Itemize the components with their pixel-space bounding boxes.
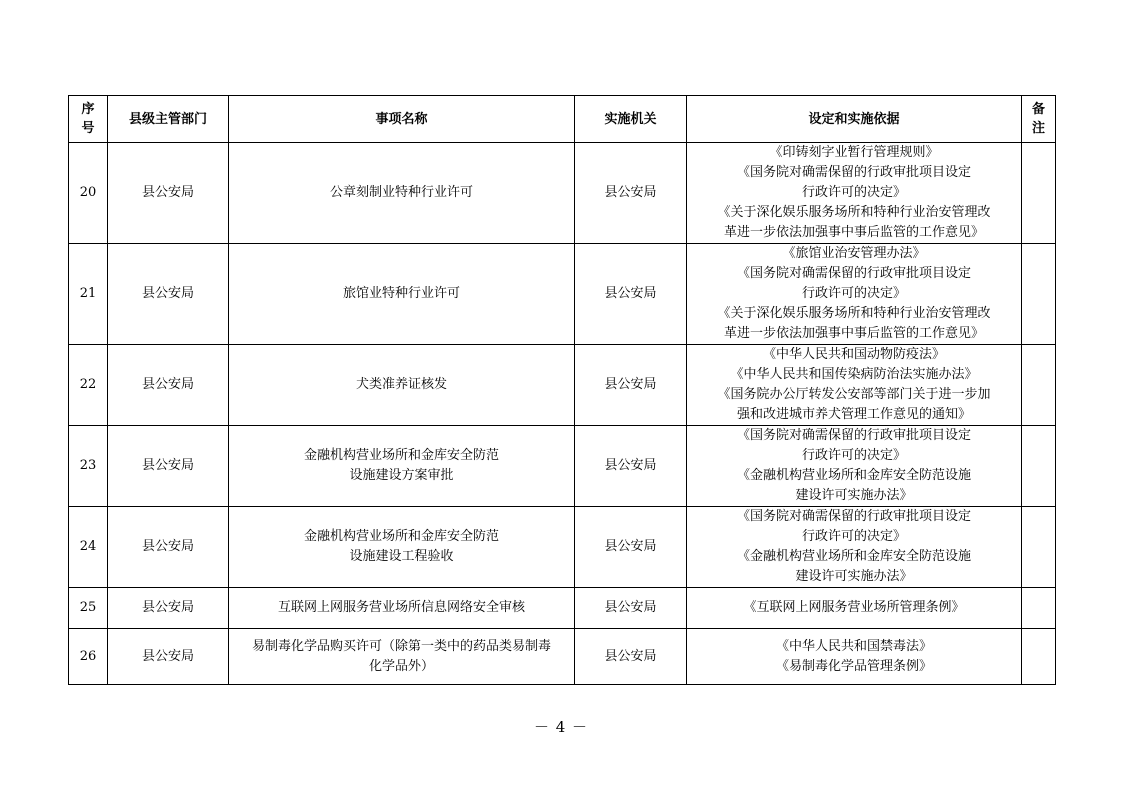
item-name-line: 易制毒化学品购买许可（除第一类中的药品类易制毒 bbox=[251, 638, 551, 654]
row-item-name bbox=[229, 143, 575, 244]
basis-line: 革进一步依法加强事中事后监管的工作意见》 bbox=[723, 326, 984, 341]
item-name-line: 公章刻制业特种行业许可 bbox=[329, 185, 473, 200]
row-agency: 县公安局 bbox=[575, 588, 687, 629]
header-seq: 序号 bbox=[69, 96, 108, 143]
header-item: 事项名称 bbox=[229, 96, 575, 143]
item-name-line: 金融机构营业场所和金库安全防范 bbox=[303, 529, 499, 544]
basis-line: 行政许可的决定》 bbox=[801, 448, 906, 463]
row-dept: 县公安局 bbox=[108, 244, 229, 345]
row-dept: 县公安局 bbox=[108, 345, 229, 426]
row-note bbox=[1022, 629, 1056, 685]
basis-line: 《国务院对确需保留的行政审批项目设定 bbox=[736, 165, 971, 180]
header-agency: 实施机关 bbox=[575, 96, 687, 143]
row-item-name bbox=[229, 588, 575, 629]
row-basis bbox=[687, 588, 1022, 629]
item-name-line: 旅馆业特种行业许可 bbox=[342, 286, 460, 301]
row-item-name bbox=[229, 629, 575, 685]
basis-line: 建设许可实施办法》 bbox=[795, 488, 913, 503]
basis-line: 《国务院对确需保留的行政审批项目设定 bbox=[736, 509, 971, 524]
row-note bbox=[1022, 588, 1056, 629]
row-dept: 县公安局 bbox=[108, 588, 229, 629]
basis-line: 《国务院对确需保留的行政审批项目设定 bbox=[736, 428, 971, 443]
item-name-line: 设施建设工程验收 bbox=[349, 549, 454, 564]
row-item-name bbox=[229, 426, 575, 507]
basis-line: 《关于深化娱乐服务场所和特种行业治安管理改 bbox=[717, 306, 991, 321]
item-name-line: 设施建设方案审批 bbox=[349, 468, 454, 483]
basis-line: 《中华人民共和国动物防疫法》 bbox=[762, 347, 945, 362]
header-row bbox=[69, 96, 1056, 143]
row-seq: 26 bbox=[69, 629, 108, 685]
row-seq: 23 bbox=[69, 426, 108, 507]
row-basis bbox=[687, 426, 1022, 507]
basis-line: 《金融机构营业场所和金库安全防范设施 bbox=[736, 468, 971, 483]
row-seq: 24 bbox=[69, 507, 108, 588]
table-row bbox=[69, 588, 1056, 629]
basis-line: 行政许可的决定》 bbox=[801, 286, 906, 301]
basis-line: 行政许可的决定》 bbox=[801, 529, 906, 544]
table-row bbox=[69, 629, 1056, 685]
row-basis bbox=[687, 345, 1022, 426]
item-name-line: 互联网上网服务营业场所信息网络安全审核 bbox=[277, 600, 525, 615]
basis-line: 《金融机构营业场所和金库安全防范设施 bbox=[736, 549, 971, 564]
row-note bbox=[1022, 345, 1056, 426]
row-note bbox=[1022, 244, 1056, 345]
basis-line: 《互联网上网服务营业场所管理条例》 bbox=[743, 600, 965, 615]
row-seq: 22 bbox=[69, 345, 108, 426]
basis-line: 《国务院办公厅转发公安部等部门关于进一步加 bbox=[717, 387, 991, 402]
item-name-line: 犬类准养证核发 bbox=[355, 377, 447, 392]
basis-line: 《中华人民共和国传染病防治法实施办法》 bbox=[730, 367, 978, 382]
basis-line: 行政许可的决定》 bbox=[801, 185, 906, 200]
basis-line: 《印铸刻字业暂行管理规则》 bbox=[769, 145, 939, 160]
row-basis bbox=[687, 507, 1022, 588]
row-basis bbox=[687, 143, 1022, 244]
row-basis bbox=[687, 244, 1022, 345]
row-agency: 县公安局 bbox=[575, 345, 687, 426]
row-note bbox=[1022, 143, 1056, 244]
row-agency: 县公安局 bbox=[575, 507, 687, 588]
header-dept: 县级主管部门 bbox=[108, 96, 229, 143]
row-agency: 县公安局 bbox=[575, 629, 687, 685]
row-item-name bbox=[229, 507, 575, 588]
table-row bbox=[69, 426, 1056, 507]
header-basis: 设定和实施依据 bbox=[687, 96, 1022, 143]
row-note bbox=[1022, 426, 1056, 507]
row-agency: 县公安局 bbox=[575, 143, 687, 244]
table-row bbox=[69, 345, 1056, 426]
row-basis bbox=[687, 629, 1022, 685]
basis-line: 《中华人民共和国禁毒法》 bbox=[775, 638, 932, 654]
row-dept: 县公安局 bbox=[108, 629, 229, 685]
basis-line: 《关于深化娱乐服务场所和特种行业治安管理改 bbox=[717, 205, 991, 220]
item-name-line: 化学品外） bbox=[368, 658, 434, 674]
basis-line: 《国务院对确需保留的行政审批项目设定 bbox=[736, 266, 971, 281]
row-item-name bbox=[229, 345, 575, 426]
table-row bbox=[69, 244, 1056, 345]
row-dept: 县公安局 bbox=[108, 507, 229, 588]
basis-line: 《易制毒化学品管理条例》 bbox=[775, 658, 932, 674]
row-seq: 20 bbox=[69, 143, 108, 244]
table-row bbox=[69, 507, 1056, 588]
row-item-name bbox=[229, 244, 575, 345]
header-note: 备注 bbox=[1022, 96, 1056, 143]
row-note bbox=[1022, 507, 1056, 588]
row-dept: 县公安局 bbox=[108, 143, 229, 244]
table-row bbox=[69, 143, 1056, 244]
page-number: － 4 － bbox=[533, 718, 589, 736]
row-seq: 25 bbox=[69, 588, 108, 629]
row-seq: 21 bbox=[69, 244, 108, 345]
basis-line: 建设许可实施办法》 bbox=[795, 569, 913, 584]
row-agency: 县公安局 bbox=[575, 426, 687, 507]
row-dept: 县公安局 bbox=[108, 426, 229, 507]
row-agency: 县公安局 bbox=[575, 244, 687, 345]
basis-line: 强和改进城市养犬管理工作意见的通知》 bbox=[736, 407, 971, 422]
approval-items-table bbox=[68, 95, 1056, 685]
basis-line: 革进一步依法加强事中事后监管的工作意见》 bbox=[723, 225, 984, 240]
basis-line: 《旅馆业治安管理办法》 bbox=[782, 246, 926, 261]
item-name-line: 金融机构营业场所和金库安全防范 bbox=[303, 448, 499, 463]
